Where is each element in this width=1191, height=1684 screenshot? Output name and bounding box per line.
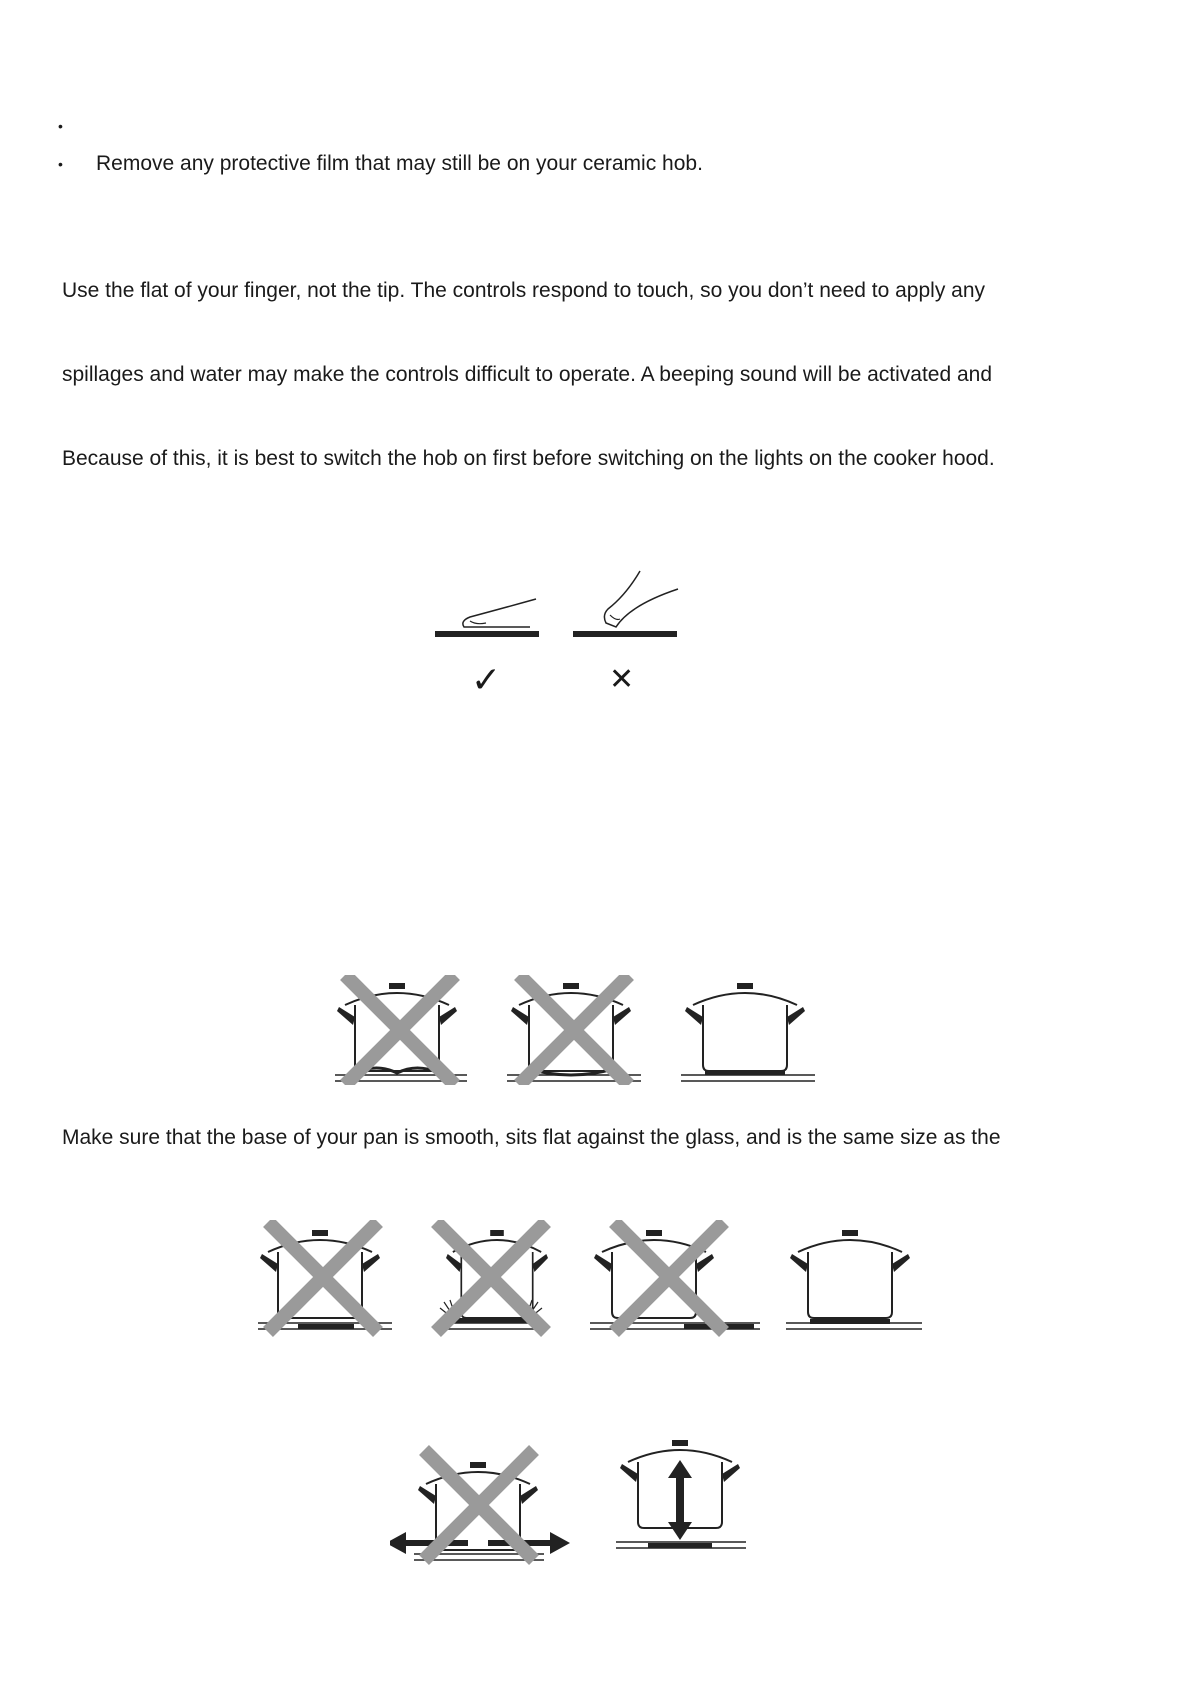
- pan-matching-zone-correct: [786, 1230, 922, 1329]
- paragraph-line-1: Use the flat of your finger, not the tip. The controls respond to touch, so you don’t need to apply any: [62, 279, 986, 302]
- cross-icon: [614, 1222, 724, 1332]
- cross-icon: [436, 1222, 546, 1332]
- cross-mark-icon: ✕: [609, 663, 635, 696]
- paragraph-line-2: spillages and water may make the controls difficult to operate. A beeping sound will be activated and: [62, 363, 993, 386]
- pan-small-on-large-zone-wrong: [436, 1222, 548, 1332]
- paragraph-line-3: Because of this, it is best to switch the hob on first before switching on the lights on the cooker hood.: [62, 447, 995, 470]
- pan-lifting-correct: [616, 1440, 746, 1548]
- bullet-dot: •: [58, 118, 63, 134]
- pan-sliding-wrong: [390, 1450, 570, 1560]
- bullet-dot: •: [58, 156, 63, 172]
- bullet-text: Remove any protective film that may still be on your ceramic hob.: [96, 152, 703, 175]
- fingertip-illustration: [573, 571, 678, 637]
- pan-lifting-figure: [390, 1440, 770, 1570]
- pan-offset-zone-wrong: [590, 1222, 760, 1332]
- pan-base-line: Make sure that the base of your pan is smooth, sits flat against the glass, and is the same size as the: [62, 1126, 1001, 1149]
- pan-flat-base-correct: [681, 983, 815, 1081]
- pan-size-match-figure: [258, 1220, 928, 1340]
- pan-curved-base-wrong: [507, 975, 641, 1085]
- check-mark-icon: ✓: [471, 659, 502, 700]
- pan-base-flatness-figure: [335, 975, 825, 1085]
- pan-small-zone-wrong: [258, 1222, 392, 1332]
- flat-finger-illustration: [435, 599, 539, 637]
- pan-uneven-base-wrong: [335, 975, 467, 1085]
- finger-touch-figure: [430, 565, 690, 655]
